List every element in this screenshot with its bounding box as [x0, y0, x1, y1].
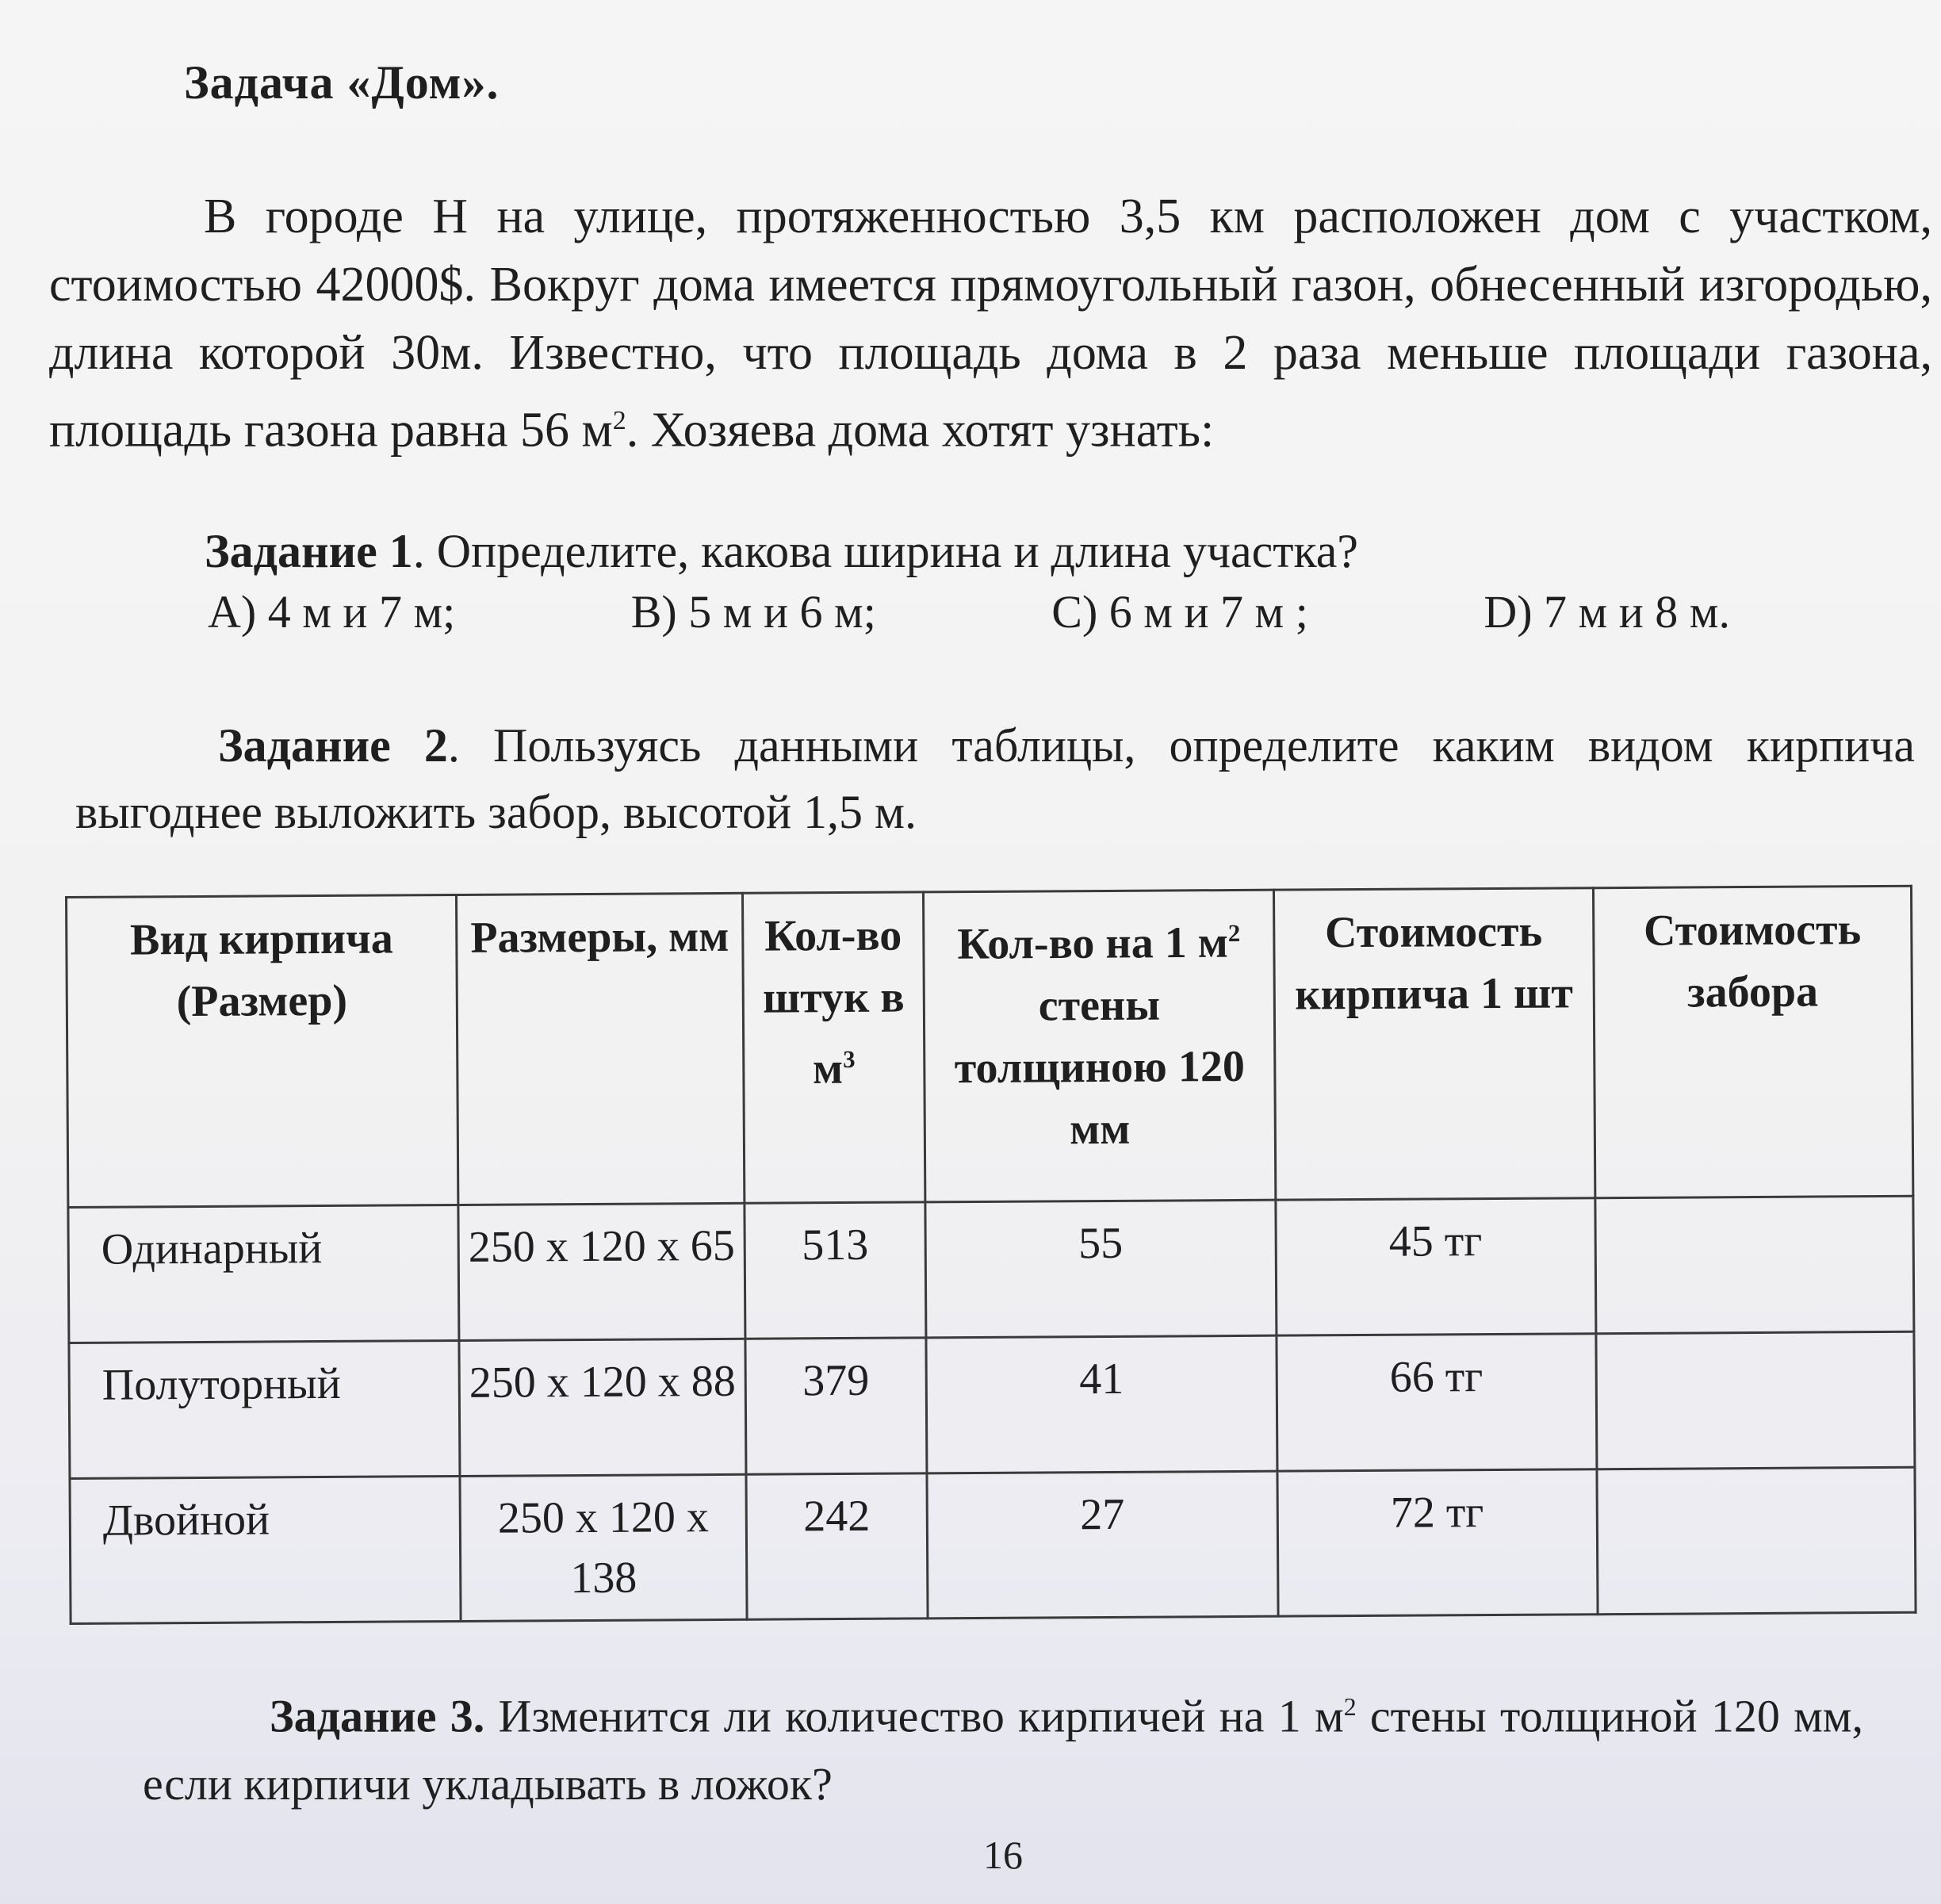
task-3-text-end: стены толщиной 120 мм, если кирпичи укладывать в ложок? [143, 1690, 1863, 1810]
header-dimensions: Размеры, мм [457, 893, 745, 1205]
cell-price: 45 тг [1276, 1198, 1596, 1335]
intro-text: В городе Н на улице, протяженностью 3,5 км расположен дом с участком, стоимостью 42000$. Вокруг дома имеется прямоугольный газон, обнесенный изгородью, длина которой 30м. Известно, что площадь дома в 2 раза меньше площади газона, площадь газона равна 56 м [49, 190, 1932, 458]
option-d: D) 7 м и 8 м. [1484, 586, 1730, 638]
task-2-text: . Пользуясь данными таблицы, определите каким видом кирпича выгоднее выложить забор, высотой 1,5 м. [75, 719, 1915, 838]
intro-paragraph [49, 182, 1932, 465]
cell-price: 72 тг [1277, 1469, 1598, 1616]
option-c: C) 6 м и 7 м ; [1051, 586, 1308, 638]
cell-count-m3: 242 [746, 1473, 928, 1619]
option-a: A) 4 м и 7 м; [208, 586, 456, 638]
header-m2-superscript: 2 [1227, 919, 1241, 948]
header-count-per-m2-text: Кол-во на 1 м [957, 918, 1229, 969]
page-number: 16 [983, 1833, 1023, 1877]
header-fence-cost: Стоимость забора [1593, 886, 1913, 1197]
header-count-per-m3-text: Кол-во штук в м [762, 910, 905, 1094]
cell-count-m2: 41 [926, 1335, 1277, 1473]
cell-count-m2: 55 [925, 1200, 1277, 1338]
task-3-superscript: 2 [1343, 1693, 1357, 1721]
intro-superscript: 2 [612, 406, 626, 435]
table-row [69, 1331, 1915, 1478]
cell-price: 66 тг [1277, 1334, 1597, 1471]
task-2-label: Задание 2 [218, 719, 448, 772]
task-3 [143, 1673, 1863, 1818]
task-1-label: Задание 1 [205, 525, 413, 577]
table-row [70, 1467, 1916, 1623]
table-row [68, 1196, 1914, 1343]
header-brick-type: Вид кирпича (Размер) [67, 895, 458, 1207]
cell-count-m3: 379 [745, 1338, 927, 1474]
cell-fence-cost [1595, 1331, 1915, 1469]
cell-fence-cost [1595, 1196, 1914, 1333]
task-1-options [208, 585, 1730, 638]
bricks-table [65, 885, 1917, 1625]
cell-size: 250 х 120 х 138 [460, 1474, 747, 1621]
table-header-row [67, 886, 1913, 1207]
cell-type: Двойной [70, 1476, 461, 1623]
cell-type: Одинарный [68, 1205, 459, 1343]
header-brick-price: Стоимость кирпича 1 шт [1274, 888, 1595, 1200]
task-1-text: . Определите, какова ширина и длина участка? [412, 525, 1359, 577]
header-count-per-m3 [743, 892, 925, 1203]
problem-title: Задача «Дом». [184, 56, 500, 109]
cell-size: 250 х 120 х 65 [458, 1203, 745, 1340]
cell-size: 250 х 120 х 88 [459, 1339, 746, 1476]
task-3-text: Изменится ли количество кирпичей на 1 м [484, 1690, 1344, 1742]
task-2 [75, 712, 1915, 845]
task-3-label: Задание 3. [270, 1690, 485, 1742]
cell-count-m2: 27 [927, 1471, 1278, 1619]
cell-count-m3: 513 [745, 1202, 926, 1339]
option-b: B) 5 м и 6 м; [630, 586, 876, 638]
task-1 [205, 519, 1358, 583]
cell-fence-cost [1596, 1467, 1916, 1614]
intro-text-end: . Хозяева дома хотят узнать: [626, 403, 1215, 458]
header-count-per-m2 [923, 890, 1276, 1202]
cell-type: Полуторный [69, 1340, 460, 1478]
header-m3-superscript: 3 [843, 1045, 856, 1074]
header-count-per-m2-rest: стены толщиною 120 мм [954, 980, 1246, 1154]
